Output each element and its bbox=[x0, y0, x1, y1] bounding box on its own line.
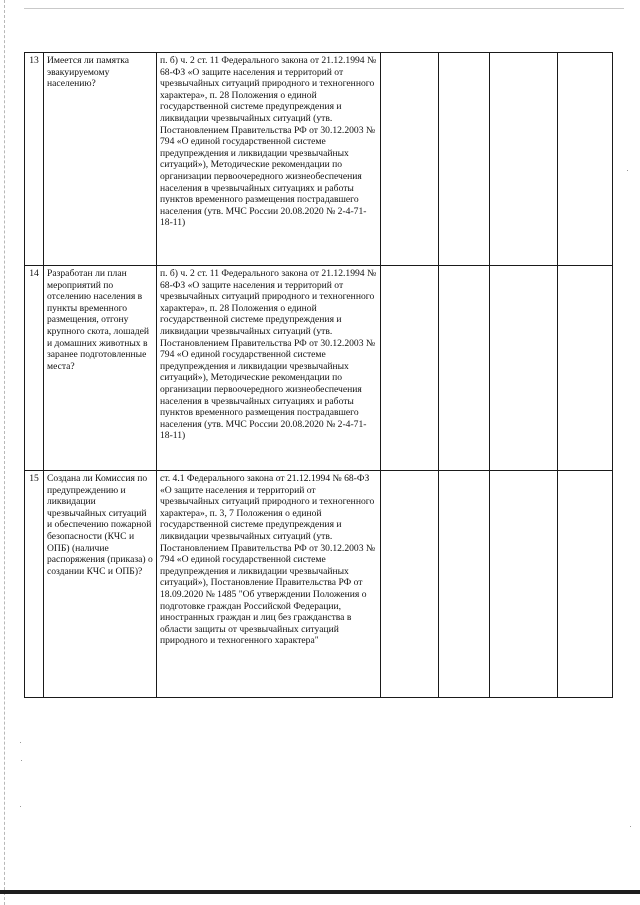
scan-speck bbox=[630, 826, 631, 827]
answer-yes-cell[interactable] bbox=[381, 266, 439, 471]
answer-yes-cell[interactable] bbox=[381, 53, 439, 266]
answer-no-cell[interactable] bbox=[439, 53, 490, 266]
scan-bottom-edge bbox=[0, 890, 640, 894]
table-row bbox=[25, 53, 613, 266]
note-cell[interactable] bbox=[558, 53, 613, 266]
reference-cell: п. б) ч. 2 ст. 11 Федерального закона от 21.12.1994 № 68-ФЗ «О защите населения и территорий от чрезвычайных ситуаций природного и техногенного характера», п. 28 Положения о единой государственной системе предупреждения и ликвидации чрезвычайных ситуаций (утв. Постановлением Правительства РФ от 30.12.2003 № 794 «О единой государственной системе предупреждения и ликвидации чрезвычайных ситуаций»), Методические рекомендации по организации первоочередного жизнеобеспечения населения в чрезвычайных ситуациях и работы пунктов временного размещения пострадавшего населения (утв. МЧС России 20.08.2020 № 2-4-71-18-11) bbox=[157, 53, 381, 266]
reference-cell: ст. 4.1 Федерального закона от 21.12.1994 № 68-ФЗ «О защите населения и территорий от чрезвычайных ситуаций природного и техногенного характера», п. 3, 7 Положения о единой государственной системе предупреждения и ликвидации чрезвычайных ситуаций (утв. Постановлением Правительства РФ от 30.12.2003 № 794 «О единой государственной системе предупреждения и ликвидации чрезвычайных ситуаций»), Постановление Правительства РФ от 18.09.2020 № 1485 "Об утверждении Положения о подготовке граждан Российской Федерации, иностранных граждан и лиц без гражданства в области защиты от чрезвычайных ситуаций природного и техногенного характера" bbox=[157, 471, 381, 698]
note-cell[interactable] bbox=[558, 266, 613, 471]
question-cell: Имеется ли памятка эвакуируемому населению? bbox=[44, 53, 157, 266]
answer-na-cell[interactable] bbox=[490, 471, 558, 698]
answer-yes-cell[interactable] bbox=[381, 471, 439, 698]
row-number: 15 bbox=[25, 471, 44, 698]
scan-speck bbox=[627, 170, 628, 171]
answer-no-cell[interactable] bbox=[439, 266, 490, 471]
table-row bbox=[25, 471, 613, 698]
row-number: 13 bbox=[25, 53, 44, 266]
answer-no-cell[interactable] bbox=[439, 471, 490, 698]
question-cell: Создана ли Комиссия по предупреждению и ликвидации чрезвычайных ситуаций и обеспечению пожарной безопасности (КЧС и ОПБ) (наличие распоряжения (приказа) о создании КЧС и ОПБ)? bbox=[44, 471, 157, 698]
table-row bbox=[25, 266, 613, 471]
scan-speck bbox=[20, 742, 21, 743]
answer-na-cell[interactable] bbox=[490, 266, 558, 471]
scan-edge-line bbox=[4, 0, 5, 905]
question-cell: Разработан ли план мероприятий по отселению населения в пункты временного размещения, отгону крупного скота, лошадей и домашних животных в заранее подготовленные места? bbox=[44, 266, 157, 471]
scan-speck bbox=[20, 806, 21, 807]
note-cell[interactable] bbox=[558, 471, 613, 698]
row-number: 14 bbox=[25, 266, 44, 471]
answer-na-cell[interactable] bbox=[490, 53, 558, 266]
reference-cell: п. б) ч. 2 ст. 11 Федерального закона от 21.12.1994 № 68-ФЗ «О защите населения и территорий от чрезвычайных ситуаций природного и техногенного характера», п. 28 Положения о единой государственной системе предупреждения и ликвидации чрезвычайных ситуаций (утв. Постановлением Правительства РФ от 30.12.2003 № 794 «О единой государственной системе предупреждения и ликвидации чрезвычайных ситуаций»), Методические рекомендации по организации первоочередного жизнеобеспечения населения в чрезвычайных ситуациях и работы пунктов временного размещения пострадавшего населения (утв. МЧС России 20.08.2020 № 2-4-71-18-11) bbox=[157, 266, 381, 471]
checklist-table bbox=[24, 52, 613, 698]
scan-speck bbox=[21, 760, 22, 761]
page-top-line bbox=[24, 8, 624, 9]
